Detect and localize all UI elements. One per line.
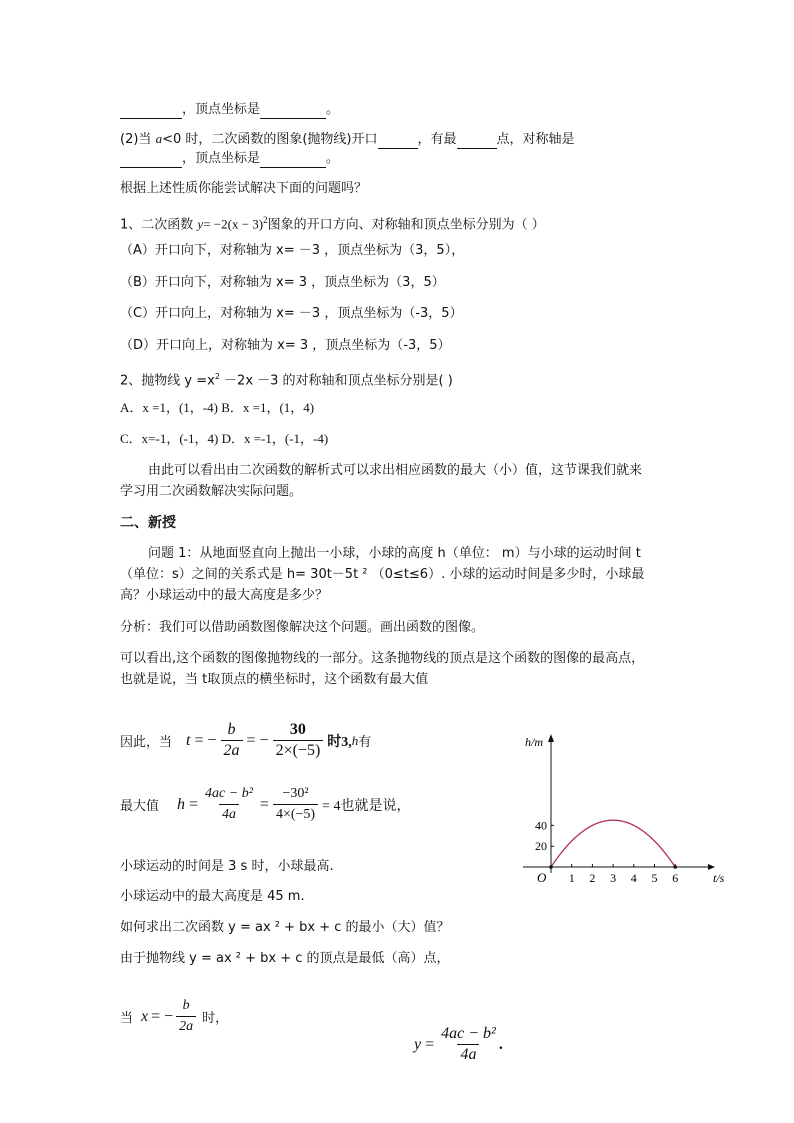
answer-blank[interactable] <box>260 153 326 168</box>
result-time: 小球运动的时间是 3 s 时，小球最高. <box>120 859 334 874</box>
formula-vertex-t: 因此，当 t = − $\frac{b}{2a}$ = − $\frac{30}{2\times(-5)}$ 时3, h 有 <box>120 721 372 759</box>
curve-start-point <box>549 865 553 869</box>
options-row-1: A．x =1，(1，-4) B．x =1，(1，4) <box>120 400 315 415</box>
paragraph-2-line-2: 也就是说，当 t取顶点的横坐标时，这个函数有最大值 <box>120 672 429 687</box>
x-tick-label: 1 <box>568 871 575 885</box>
answer-blank[interactable] <box>120 153 182 168</box>
x-tick-label: 4 <box>630 871 637 885</box>
x-tick-label: 3 <box>610 871 617 885</box>
paragraph-1-line-1: 由此可以看出由二次函数的解析式可以求出相应函数的最大（小）值，这节课我们就来 <box>148 463 643 478</box>
section-heading: 二、新授 <box>120 515 176 531</box>
question-2: 2、抛物线 $y =x^2 -2x -3$ 的对称轴和顶点坐标分别是( ) <box>120 372 453 389</box>
option-d: （D）开口向上，对称轴为 x= 3 ，顶点坐标为（-3，5） <box>120 338 451 353</box>
answer-blank[interactable] <box>260 104 326 119</box>
x-axis-label: t/s <box>713 871 725 885</box>
question-min-max: 如何求出二次函数 y = ax ² + bx + c 的最小（大）值？ <box>120 920 450 935</box>
parabola-curve <box>551 820 675 867</box>
result-height: 小球运动中的最大高度是 45 m. <box>120 889 305 904</box>
formula-max-h: 最大值 h = $\frac{\text{4ac − b²}}{4a}$ = $\frac{\text{−30²}}{4\times(-5)}$ = 4也就是说， <box>120 784 410 825</box>
problem-1-line-3: 高？小球运动中的最大高度是多少？ <box>120 588 329 603</box>
question-1: 1、二次函数 $y= -2(x - 3)^2$图象的开口方向、对称轴和顶点坐标分别为（ ） <box>120 215 545 233</box>
text-line-3: ，顶点坐标是 。 <box>120 150 339 168</box>
answer-blank[interactable] <box>457 134 497 149</box>
y-tick-label: 20 <box>535 839 547 854</box>
problem-1-line-2: （单位：s）之间的关系式是 h= 30t－5t ² （0≤t≤6）. 小球的运动时间是多少时，小球最 <box>120 567 645 582</box>
x-tick-label: 6 <box>672 871 679 885</box>
paragraph-1-line-2: 学习用二次函数解决实际问题。 <box>120 484 303 499</box>
text-line-1: ，顶点坐标是 。 <box>120 101 339 119</box>
y-axis-arrow <box>548 734 554 742</box>
problem-1-line-1: 问题 1：从地面竖直向上抛出一小球，小球的高度 h（单位： m）与小球的运动时间 t <box>148 546 641 561</box>
text-line-2: (2)当 a<0 时，二次函数的图象(抛物线)开口 ，有最 点，对称轴是 <box>120 131 575 147</box>
origin-label: O <box>537 870 547 885</box>
option-b: （B）开口向下，对称轴为 x= 3 ，顶点坐标为（3，5） <box>120 275 445 290</box>
curve-end-point <box>673 865 677 869</box>
parabola-chart <box>510 728 730 888</box>
formula-vertex-x: 当 x = − $\frac{b}{2a}$ 时， <box>120 996 228 1037</box>
option-c: （C）开口向上，对称轴为 x= －3 ，顶点坐标为（-3，5） <box>120 306 463 321</box>
option-a: （A）开口向下，对称轴为 x= －3 ，顶点坐标为（3，5）， <box>120 243 465 258</box>
answer-blank[interactable] <box>378 134 418 149</box>
answer-blank[interactable] <box>120 104 182 119</box>
x-tick-label: 2 <box>589 871 596 885</box>
vertex-statement: 由于抛物线 y = ax ² + bx + c 的顶点是最低（高）点， <box>120 951 450 966</box>
intro-text: 根据上述性质你能尝试解决下面的问题吗？ <box>120 181 368 196</box>
paragraph-2-line-1: 可以看出,这个函数的图像抛物线的一部分。这条抛物线的顶点是这个函数的图像的最高点， <box>120 651 645 666</box>
y-axis-label: h/m <box>525 735 543 749</box>
y-tick-label: 40 <box>535 818 547 833</box>
x-tick-label: 5 <box>651 871 658 885</box>
x-axis-arrow <box>708 864 715 870</box>
formula-vertex-y: y = $\frac{\text{4ac − b²}}{4a}$ . <box>414 1025 503 1063</box>
options-row-2: C．x=-1，(-1，4) D．x =-1，(-1，-4) <box>120 431 329 446</box>
analysis-text: 分析：我们可以借助函数图像解决这个问题。画出函数的图像。 <box>120 620 485 635</box>
